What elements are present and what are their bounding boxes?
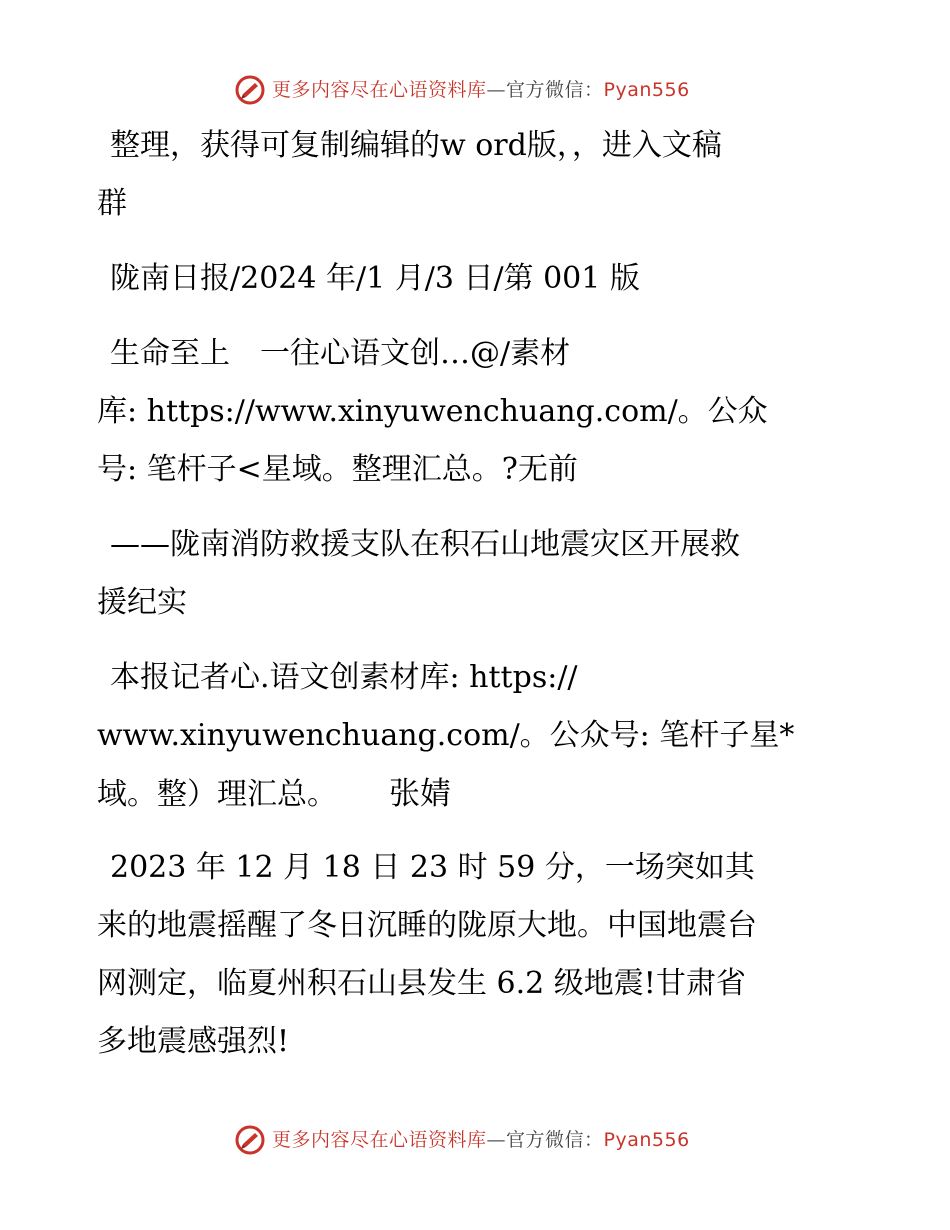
watermark-dash: — [486,79,507,101]
text-line: 2023 年 12 月 18 日 23 时 59 分，一场突如其 [110,850,755,885]
watermark-wechat-label: 官方微信： [506,1129,604,1151]
text-line: www.xinyuwenchuang.com/。公众号: 笔杆子星* [97,718,795,753]
brand-logo-icon [234,1124,266,1156]
text-line: ——陇南消防救援支队在积石山地震灾区开展救 [110,527,740,562]
paragraph-body [97,839,857,1071]
watermark-text [272,79,690,101]
text-line: 陇南日报/2024 年/1 月/3 日/第 001 版 [110,261,640,296]
footer-watermark [0,1120,950,1160]
watermark-title: 更多内容尽在心语资料库 [272,79,487,101]
watermark-wechat-id: Pyan556 [603,79,690,101]
text-line: 援纪实 [97,585,187,620]
paragraph-byline [97,649,857,824]
paragraph-subtitle [97,516,857,632]
watermark-text [272,1129,690,1151]
paragraph-intro [97,117,857,233]
text-line [97,765,857,824]
text-line: 整理，获得可复制编辑的w ord版，，进入文稿 [110,128,722,163]
text-line: 本报记者心.语文创素材库: https:// [110,660,578,695]
author-name: 张婧 [389,776,451,812]
text-line: 库: https://www.xinyuwenchuang.com/。公众 [97,394,768,429]
text-line: 多地震感强烈! [97,1024,290,1059]
text-line: 网测定，临夏州积石山县发生 6.2 级地震!甘肃省 [97,966,746,1001]
watermark-wechat-label: 官方微信： [506,79,604,101]
text-line: 号: 笔杆子<星域。整理汇总。?无前 [97,452,578,487]
watermark-wechat-id: Pyan556 [603,1129,690,1151]
paragraph-source [97,250,857,308]
paragraph-headline [97,325,857,499]
watermark-title: 更多内容尽在心语资料库 [272,1129,487,1151]
watermark-dash: — [486,1129,507,1151]
text-line: 生命至上 一往心语文创…@/素材 [110,336,571,371]
text-line: 群 [97,186,127,221]
header-watermark [0,70,950,110]
byline-text: 域。整）理汇总。 [97,777,337,812]
brand-logo-icon [234,74,266,106]
text-line: 来的地震摇醒了冬日沉睡的陇原大地。中国地震台 [97,908,757,943]
